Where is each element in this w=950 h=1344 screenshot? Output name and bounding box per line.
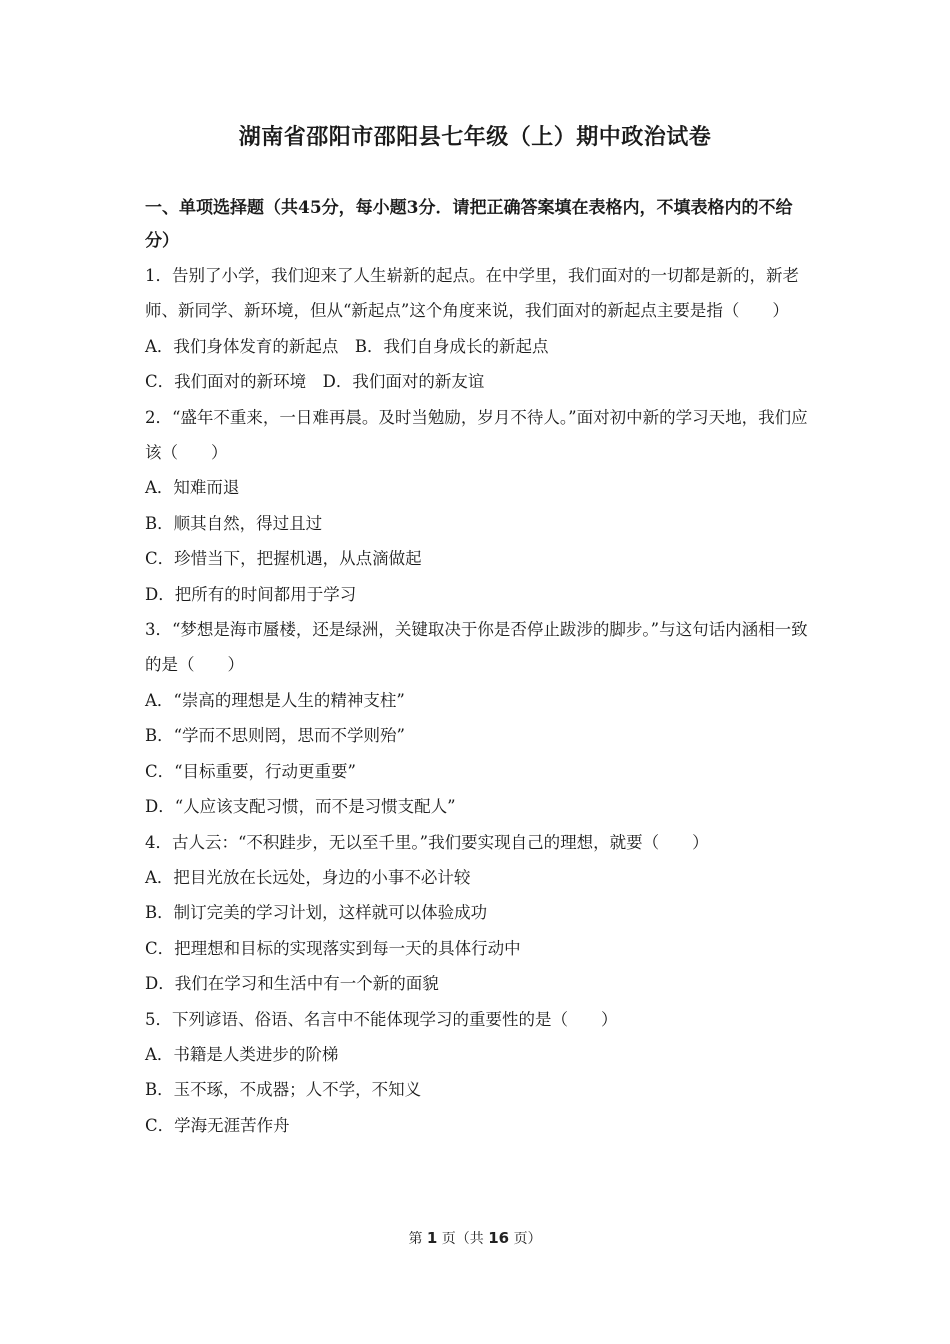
question-stem: 5．下列谚语、俗语、名言中不能体现学习的重要性的是（ ） [145, 1009, 618, 1029]
option-d: D．把所有的时间都用于学习 [145, 584, 357, 604]
footer-total-pages: 16 [488, 1229, 510, 1247]
option-d: D．我们在学习和生活中有一个新的面貌 [145, 974, 439, 994]
option-a: A．把目光放在长远处，身边的小事不必计较 [145, 867, 471, 887]
question-4 [145, 825, 810, 1002]
option-b: B．顺其自然，得过且过 [145, 513, 323, 533]
option-b: B．制订完美的学习计划，这样就可以体验成功 [145, 903, 488, 923]
footer-prefix: 第 [408, 1231, 423, 1247]
option-c: C．珍惜当下，把握机遇，从点滴做起 [145, 549, 422, 569]
question-stem: 4．古人云：“不积跬步，无以至千里。”我们要实现自己的理想，就要（ ） [145, 832, 709, 852]
option-a: A．书籍是人类进步的阶梯 [145, 1044, 339, 1064]
question-stem: 3．“梦想是海市蜃楼，还是绿洲，关键取决于你是否停止跋涉的脚步。”与这句话内涵相一致的是（ ） [145, 620, 808, 675]
option-c: C．学海无涯苦作舟 [145, 1115, 290, 1135]
question-3 [145, 612, 810, 824]
question-options-ab: A．我们身体发育的新起点 B．我们自身成长的新起点 [145, 336, 549, 356]
question-1 [145, 258, 810, 400]
option-c: C．“目标重要，行动更重要” [145, 761, 356, 781]
section-heading: 一、单项选择题（共45分，每小题3分．请把正确答案填在表格内，不填表格内的不给分） [145, 198, 793, 251]
footer-page-number: 1 [426, 1229, 438, 1247]
footer-suffix: 页） [513, 1231, 542, 1247]
page-title: 湖南省邵阳市邵阳县七年级（上）期中政治试卷 [238, 124, 712, 150]
exam-content [145, 192, 810, 1143]
question-stem: 1．告别了小学，我们迎来了人生崭新的起点。在中学里，我们面对的一切都是新的，新老师、新同学、新环境，但从“新起点”这个角度来说，我们面对的新起点主要是指（ ） [145, 266, 799, 321]
option-b: B．玉不琢，不成器；人不学，不知义 [145, 1080, 422, 1100]
option-d: D．“人应该支配习惯，而不是习惯支配人” [145, 797, 456, 817]
option-c: C．把理想和目标的实现落实到每一天的具体行动中 [145, 938, 521, 958]
option-b: B．“学而不思则罔，思而不学则殆” [145, 726, 405, 746]
question-options-cd: C．我们面对的新环境 D．我们面对的新友谊 [145, 372, 485, 392]
option-a: A．“崇高的理想是人生的精神支柱” [145, 690, 405, 710]
question-stem: 2．“盛年不重来，一日难再晨。及时当勉励，岁月不待人。”面对初中新的学习天地，我们应该（ ） [145, 407, 808, 463]
option-a: A．知难而退 [145, 478, 240, 498]
question-5 [145, 1002, 810, 1144]
question-2 [145, 400, 810, 612]
page-footer [0, 1228, 950, 1248]
footer-middle: 页（共 [441, 1231, 484, 1247]
